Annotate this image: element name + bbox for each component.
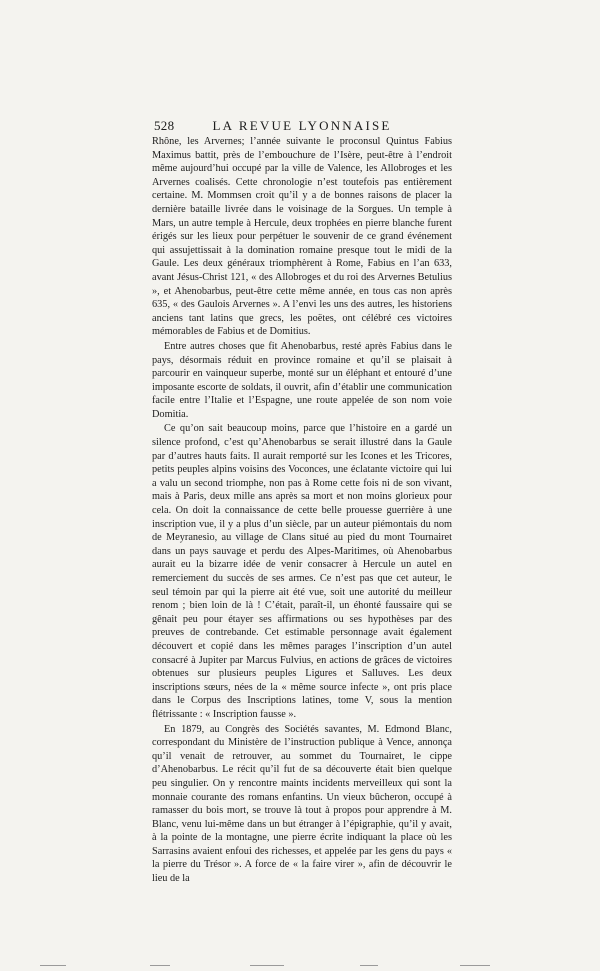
paragraph: Rhône, les Arvernes; l’année suivante le proconsul Quintus Fabius Maximus battit, près de l’embouchure de l’Isère, peut-être à l’endroit même aujourd’hui occupé par la ville de Valence, les Allobroges et les Arvernes coalisés. Cette chronologie n’est toutefois pas entièrement certaine. M. Mommsen croit qu’il y a de bonnes raisons de placer la dernière bataille livrée dans le voisinage de la Sorgues. Un temple à Mars, un autre temple à Hercule, deux trophées en pierre blanche furent érigés sur les lieux pour perpétuer le souvenir de ce grand événement qui assujettissait à la domination romaine presque tout le midi de la Gaule. Les deux généraux triomphèrent à Rome, Fabius en l’an 633, avant Jésus-Christ 121, « des Allobroges et du roi des Arvernes Betulius », et Ahenobarbus, peut-être cette même année, en tous cas non après 635, « des Gaulois Arvernes ». A l’envi les uns des autres, les historiens anciens tant latins que grecs, les poëtes, ont célébré ces victoires mémorables de Fabius et de Domitius.: [152, 136, 452, 338]
paragraph: En 1879, au Congrès des Sociétés savantes, M. Edmond Blanc, correspondant du Ministère de l’instruction publique à Vence, annonça qu’il venait de retrouver, au sommet du Tournairet, le cippe d’Ahenobarbus. Le récit qu’il fut de sa découverte était bien quelque peu singulier. On y rencontre maints incidents merveilleux qui sont la monnaie courante des romans enfantins. Un vieux bûcheron, occupé à ramasser du bois mort, se trouve là tout à propos pour apprendre à M. Blanc, venu lui-même dans un but étranger à l’épigraphie, qu’il y avait, à la pointe de la montagne, une pierre écrite indiquant la place où les Sarrasins avaient enfoui des richesses, et appelée par les gens du pays « la pierre du Trésor ». A force de « la faire virer », afin de découvrir le lieu de la: [152, 723, 452, 885]
body-text: [152, 135, 452, 886]
page-number: 528: [154, 118, 175, 133]
paragraph: Entre autres choses que fit Ahenobarbus, resté après Fabius dans le pays, désormais réduit en province romaine et qu’il se plaisait à parcourir en vainqueur superbe, monté sur un éléphant et entouré d’une imposante escorte de soldats, il ouvrit, afin d’établir une communication facile entre l’Italie et l’Espagne, une route appelée de son nom voie Domitia.: [152, 340, 452, 420]
scan-mark: [250, 965, 284, 966]
scan-mark: [360, 965, 378, 966]
running-title: LA REVUE LYONNAISE: [212, 118, 392, 133]
page-header: [152, 118, 452, 136]
scan-mark: [40, 965, 66, 966]
scan-mark: [150, 965, 170, 966]
scan-edge-marks: [0, 962, 600, 971]
paragraph: Ce qu’on sait beaucoup moins, parce que l’histoire en a gardé un silence profond, c’est qu’Ahenobarbus se serait illustré dans la Gaule par d’autres hauts faits. Il aurait remporté sur les Icones et les Tricores, petits peuples alpins voisins des Voconces, une éclatante victoire qui lui a valu un second triomphe, non pas à Rome cette fois ni de son vivant, mais à Paris, deux mille ans après sa mort et non moins glorieux pour cela. On doit la connaissance de cette belle prouesse guerrière à une inscription vue, il y a plus d’un siècle, par un auteur piémontais du nom de Meyranesio, au village de Clans situé au pied du mont Tournairet dans un pays sauvage et perdu des Alpes-Maritimes, où Ahenobarbus aurait eu la bizarre idée de venir consacrer à Hercule un autel en remerciement du succès de ses armes. Ce n’est pas que cet auteur, le seul témoin par qui la pierre ait été vue, soit une autorité du meilleur renom ; bien loin de là ! C’était, paraît-il, un éhonté faussaire qui se gênait peu pour étayer ses affirmations ou ses hypothèses par des preuves de contrebande. Cet estimable personnage avait également découvert et copié dans les mêmes parages l’inscription d’un autel consacré à Jupiter par Marcus Fulvius, en actions de grâces de victoires obtenues sur plusieurs peuples Ligures et Salluves. Les deux inscriptions sœurs, nées de la « même source infecte », ont pris place dans le Corpus des Inscriptions latines, tome V, sous la mention flétrissante : « Inscription fausse ».: [152, 423, 452, 720]
scan-mark: [460, 965, 490, 966]
